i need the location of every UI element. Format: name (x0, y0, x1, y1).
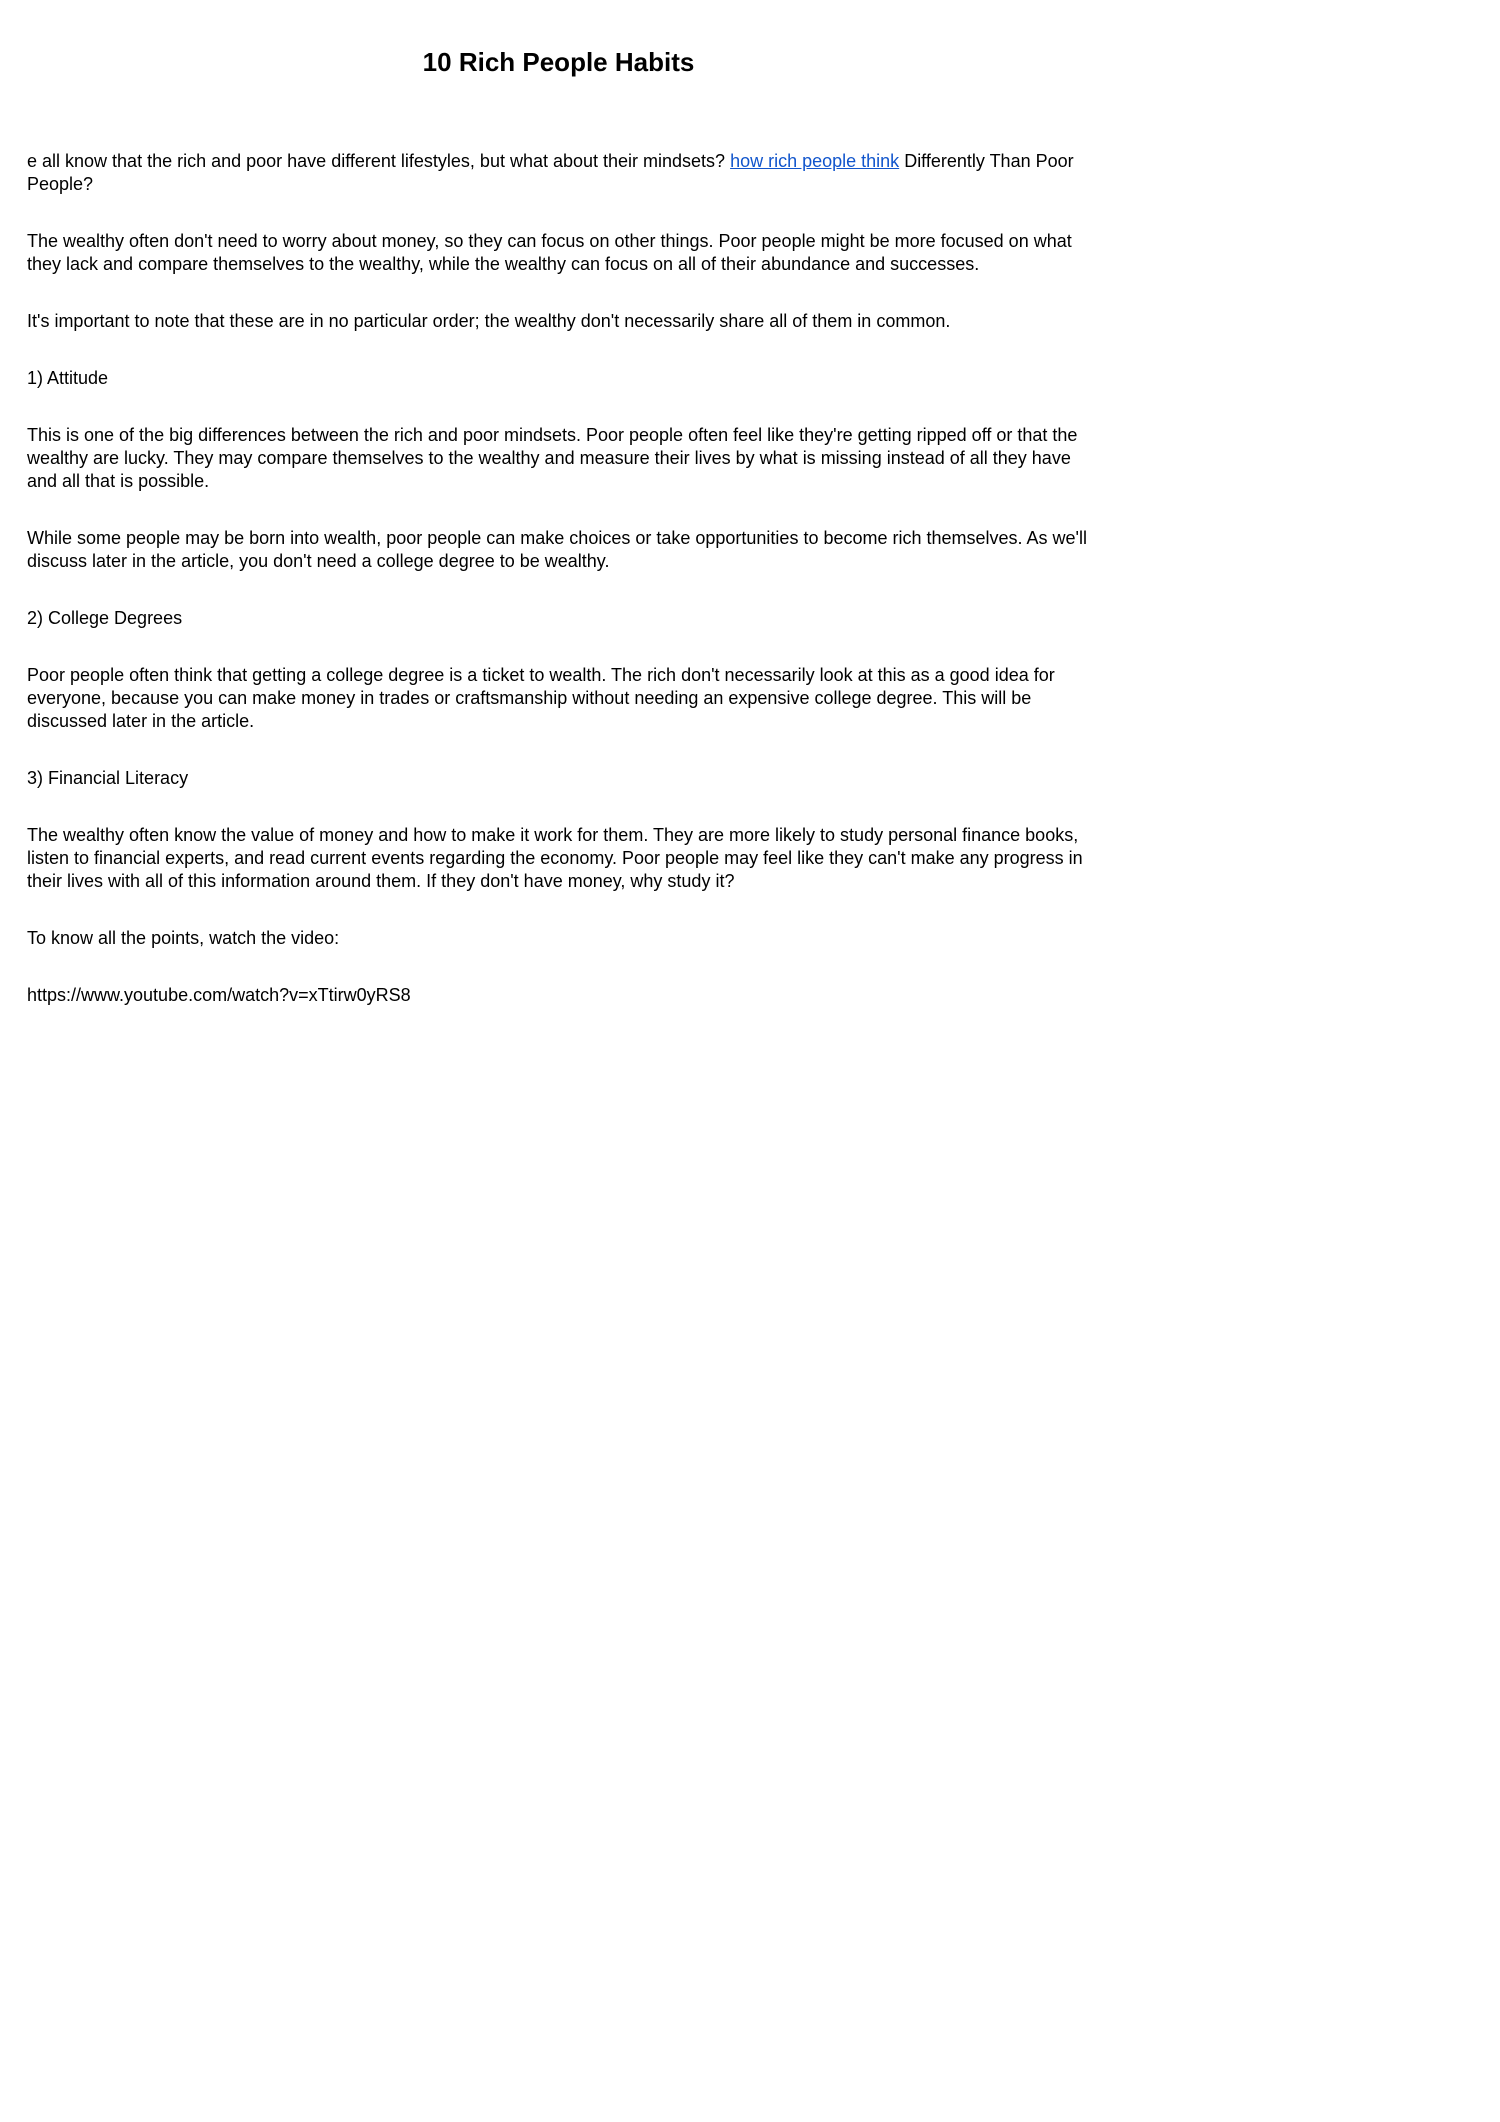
intro-text-before: e all know that the rich and poor have different lifestyles, but what about their mindsets? (27, 151, 731, 171)
heading-college-degrees: 2) College Degrees (27, 608, 183, 628)
heading-attitude: 1) Attitude (27, 368, 109, 388)
heading-financial-literacy: 3) Financial Literacy (27, 768, 189, 788)
inline-link[interactable]: how rich people think (730, 151, 900, 171)
paragraph-video-cta: To know all the points, watch the video: (27, 928, 340, 948)
paragraph-college-degrees: Poor people often think that getting a college degree is a ticket to wealth. The rich don't necessarily look at this as a good idea for everyone, because you can make money in trades or craftsmanship without needing an expensive college degree. This will be discussed later in the article. (27, 665, 1055, 731)
video-url-text: https://www.youtube.com/watch?v=xTtirw0yRS8 (27, 985, 411, 1005)
intro-text-after: Differently Than Poor People? (27, 151, 1074, 194)
paragraph-financial-literacy: The wealthy often know the value of money and how to make it work for them. They are more likely to study personal finance books, listen to financial experts, and read current events regarding the economy. Poor people may feel like they can't make any progress in their lives with all of this information around them. If they don't have money, why study it? (27, 825, 1083, 891)
page-title: 10 Rich People Habits (422, 47, 695, 77)
paragraph-wealthy-focus: The wealthy often don't need to worry about money, so they can focus on other things. Poor people might be more focused on what they lack and compare themselves to the wealthy, while the wealthy can focus on all of their abundance and successes. (27, 231, 1072, 274)
paragraph-attitude-2: While some people may be born into wealth, poor people can make choices or take opportunities to become rich themselves. As we'll discuss later in the article, you don't need a college degree to be wealthy. (27, 528, 1087, 571)
paragraph-no-order: It's important to note that these are in no particular order; the wealthy don't necessarily share all of them in common. (27, 311, 951, 331)
paragraph-attitude-1: This is one of the big differences between the rich and poor mindsets. Poor people often feel like they're getting ripped off or that the wealthy are lucky. They may compare themselves to the wealthy and measure their lives by what is missing instead of all they have and all that is possible. (27, 425, 1078, 491)
intro-paragraph (27, 150, 1090, 196)
document-content (0, 0, 1090, 1007)
